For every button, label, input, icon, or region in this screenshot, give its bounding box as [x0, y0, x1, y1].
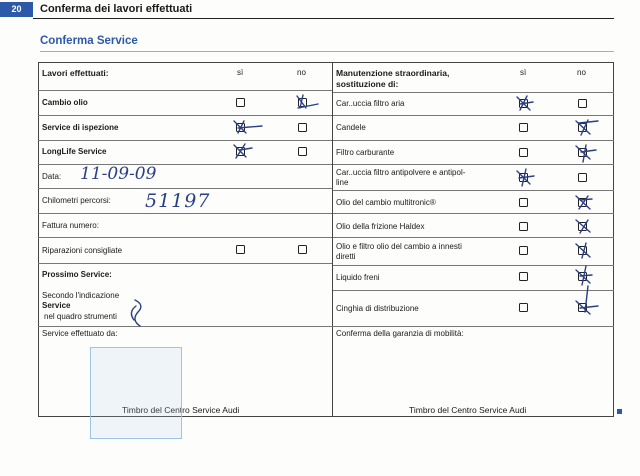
right-heading-line2: sostituzione di:: [336, 79, 399, 89]
right-col-si: sì: [520, 68, 527, 77]
item-label-haldex: Olio della frizione Haldex: [336, 222, 425, 231]
checkmark-cambio-innesti-no: [576, 243, 590, 258]
right-heading-line1: Manutenzione straordinaria,: [336, 68, 450, 78]
indication-line2: Service: [42, 301, 71, 310]
km-value[interactable]: 51197: [145, 190, 211, 212]
checkmark-liquido-freni-no: [576, 266, 592, 285]
right-stamp-label: Timbro del Centro Service Audi: [409, 405, 527, 415]
item-label-cambio-innesti: Olio e filtro olio del cambio a innesti: [336, 242, 462, 251]
item-label-filtro-antipolvere: Car..uccia filtro antipolvere e antipol-: [336, 168, 466, 177]
checkmark-longlife-si: [234, 144, 252, 158]
indication-line1: Secondo l'indicazione: [42, 291, 120, 300]
left-stamp-label: Timbro del Centro Service Audi: [122, 405, 240, 415]
date-label: Data:: [42, 172, 62, 181]
checkmark-filtro-aria-si: [517, 96, 533, 110]
invoice-label: Fattura numero:: [42, 221, 99, 230]
km-label: Chilometri percorsi:: [42, 196, 111, 205]
item-label-filtro-antipolvere-2: line: [336, 178, 349, 187]
handwritten-service-mark: [131, 300, 140, 326]
section-title: Conferma Service: [40, 35, 138, 47]
left-heading: Lavori effettuati:: [42, 68, 109, 78]
checkmark-cambio-olio-no: [297, 95, 318, 108]
indication-line3: nel quadro strumenti: [44, 312, 117, 321]
left-col-si: sì: [237, 68, 244, 77]
page-number: 20: [0, 2, 33, 17]
item-label-ispezione: Service di ispezione: [42, 123, 119, 132]
page-title: Conferma dei lavori effettuati: [40, 3, 193, 15]
checkmark-candele-no: [576, 120, 598, 135]
item-label-cinghia: Cinghia di distribuzione: [336, 304, 419, 313]
item-label-cambio-olio: Cambio olio: [42, 98, 88, 107]
item-label-longlife: LongLife Service: [42, 147, 107, 156]
item-label-cambio-innesti-2: diretti: [336, 252, 356, 261]
checkmark-filtro-antipolvere-si: [517, 169, 534, 186]
checkmark-filtro-carburante-no: [576, 145, 596, 162]
service-by-label: Service effettuato da:: [42, 329, 118, 338]
checkmark-multitronic-no: [576, 196, 592, 209]
item-label-multitronic: Olio del cambio multitronic®: [336, 198, 436, 207]
date-value[interactable]: 11-09-09: [80, 164, 157, 184]
checkmark-haldex-no: [576, 220, 590, 233]
item-label-candele: Candele: [336, 123, 366, 132]
item-label-filtro-carburante: Filtro carburante: [336, 148, 395, 157]
checkmark-ispezione-si: [234, 121, 262, 133]
left-col-no: no: [297, 68, 306, 77]
guarantee-label: Conferma della garanzia di mobilità:: [336, 329, 464, 338]
end-marker: [617, 409, 622, 414]
repairs-label: Riparazioni consigliate: [42, 246, 123, 255]
next-service-label: Prossimo Service:: [42, 270, 112, 279]
right-col-no: no: [577, 68, 586, 77]
item-label-liquido-freni: Liquido freni: [336, 273, 380, 282]
item-label-filtro-aria: Car..uccia filtro aria: [336, 99, 405, 108]
checkmark-cinghia-no: [576, 286, 598, 314]
